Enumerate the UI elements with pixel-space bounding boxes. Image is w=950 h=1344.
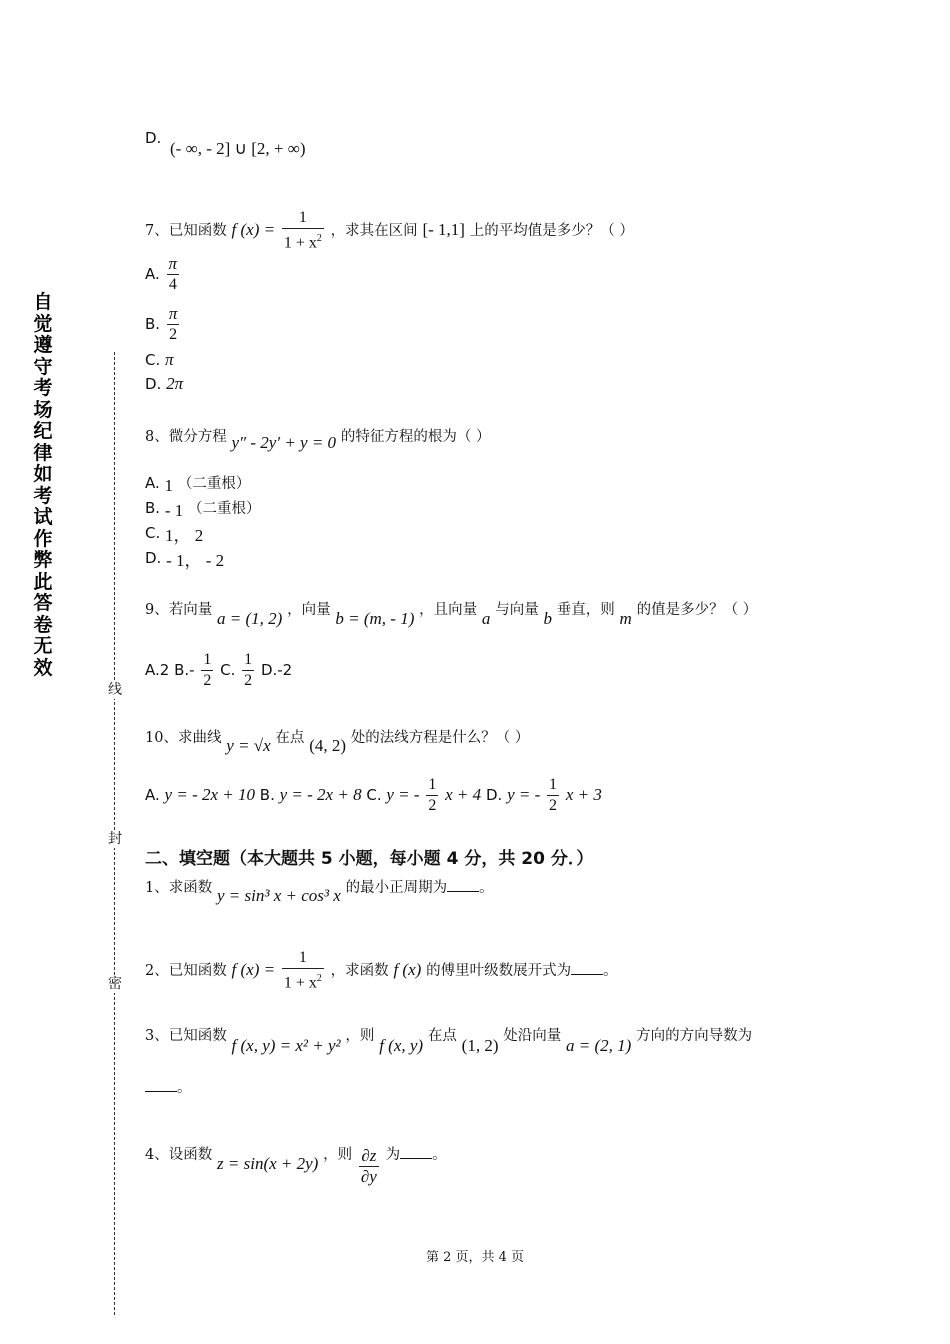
answer-blank (400, 1144, 432, 1159)
fill-q3: 3、已知函数 f (x, y) = x² + y² ，则 f (x, y) 在点 (1, 2) 处沿向量 a = (2, 1) 方向的方向导数为 (145, 1028, 753, 1055)
q8-stem: 8、微分方程 y″ - 2y′ + y = 0 的特征方程的根为（ ） (145, 429, 491, 452)
q7-stem: 7、已知函数 f (x) = $\frac{1}{1 + x^2}$ ，求其在区间 [- 1,1] 上的平均值是多少？（ ） (145, 209, 634, 252)
answer-blank (571, 960, 603, 975)
q6-option-d: D. (145, 129, 162, 147)
q7-fraction: $\frac{1}{1 + x^2}$ (283, 209, 322, 252)
q10-options: A. y = - 2x + 10 B. y = - 2x + 8 C. y = - $\frac{1}{2}$ x + 4 D. y = - $\frac{1}{2}$ x + 3 (145, 776, 602, 814)
q10-stem: 10、求曲线 y = √x 在点 (4, 2) 处的法线方程是什么？（ ） (145, 730, 530, 755)
q7-option-c: C. π (145, 350, 174, 369)
fill-q3-blank: 。 (145, 1076, 192, 1099)
q8-option-d: D. - 1， - 2 (145, 549, 225, 570)
binding-mark-xian: 线 (108, 682, 122, 698)
answer-blank (145, 1077, 177, 1092)
q7-option-b: B. $\frac{\pi}{2}$ (145, 304, 178, 343)
q9-options: A.2 B.- $\frac{1}{2}$ C. $\frac{1}{2}$ D.-2 (145, 651, 293, 689)
binding-mark-mi: 密 (108, 976, 122, 992)
section-2-title: 二、填空题（本大题共 5 小题，每小题 4 分，共 20 分．） (145, 849, 594, 869)
page-footer: 第 2 页，共 4 页 (425, 1250, 525, 1265)
q6-option-d-value: (- ∞, - 2] ∪ [2, + ∞) (170, 139, 306, 158)
q8-option-a: A. 1 （二重根） (145, 474, 251, 495)
exam-discipline-warning: 自觉遵守考场纪律如考试作弊此答卷无效 (33, 291, 53, 679)
fill-q2: 2、已知函数 f (x) = $\frac{1}{1 + x^2}$ ，求函数 f (x) 的傅里叶级数展开式为 。 (145, 949, 618, 992)
q7-option-a: A. $\frac{\pi}{4}$ (145, 254, 178, 293)
q7-option-d: D. 2π (145, 374, 184, 393)
fill-q4: 4、设函数 z = sin(x + 2y) ，则 $\frac{\partial z}{\partial y}$ 为 。 (145, 1146, 447, 1186)
q8-option-b: B. - 1 （二重根） (145, 499, 261, 520)
q9-stem: 9、若向量 a = (1, 2) ，向量 b = (m, - 1) ，且向量 a 与向量 b 垂直，则 m 的值是多少？（ ） (145, 602, 758, 628)
answer-blank (447, 877, 479, 892)
binding-mark-feng: 封 (108, 831, 122, 847)
fill-q1: 1、求函数 y = sin³ x + cos³ x 的最小正周期为 。 (145, 876, 494, 899)
q8-option-c: C. 1， 2 (145, 524, 204, 545)
